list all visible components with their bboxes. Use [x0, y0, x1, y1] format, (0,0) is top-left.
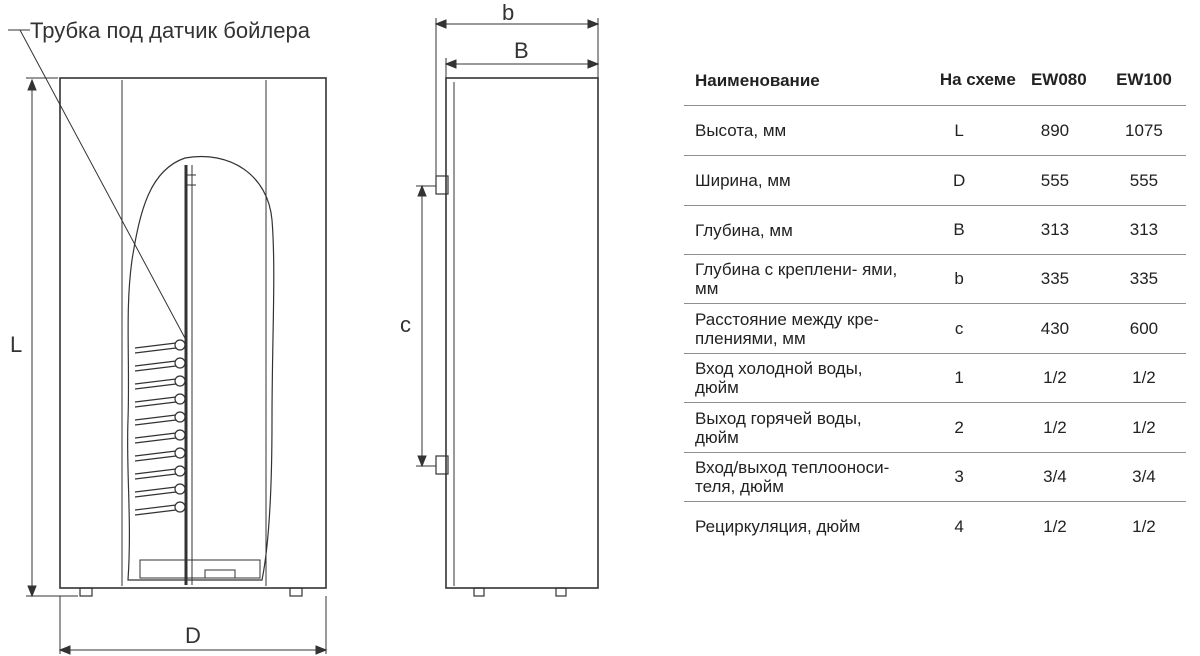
- row-scheme: L: [954, 120, 964, 140]
- header-name: Наименование: [695, 70, 820, 90]
- row-scheme: 2: [954, 417, 964, 437]
- table-row: [684, 206, 1186, 255]
- row-name: Выход горячей воды, дюйм: [695, 408, 862, 447]
- row-ew100: 555: [1129, 170, 1159, 190]
- row-ew080: 335: [1040, 269, 1070, 288]
- table-row: [684, 502, 1186, 551]
- table-header: [684, 55, 1186, 106]
- dim-D-label: D: [185, 623, 201, 648]
- row-ew100: 313: [1129, 220, 1159, 239]
- table-row: [684, 156, 1186, 206]
- row-name: Глубина с креплени- ями, мм: [695, 260, 898, 298]
- row-ew080: 1/2: [1043, 516, 1067, 536]
- row-ew100: 335: [1129, 269, 1159, 288]
- side-view: [436, 78, 598, 596]
- dim-c-label: c: [400, 312, 411, 337]
- table-row: [684, 354, 1186, 403]
- header-scheme: На схеме: [939, 70, 1016, 89]
- row-ew080: 430: [1040, 318, 1070, 338]
- front-view: [60, 78, 326, 596]
- row-ew100: 1/2: [1132, 368, 1156, 387]
- row-ew080: 890: [1040, 120, 1070, 140]
- row-ew100: 600: [1129, 318, 1159, 338]
- callout-label: Трубка под датчик бойлера: [30, 18, 310, 43]
- row-scheme: c: [954, 318, 964, 338]
- table-row: [684, 106, 1186, 156]
- table-row: [684, 403, 1186, 453]
- row-scheme: B: [953, 220, 965, 239]
- row-name: Вход холодной воды, дюйм: [695, 359, 863, 397]
- row-name: Рециркуляция, дюйм: [695, 517, 861, 536]
- header-ew080: EW080: [1030, 70, 1087, 89]
- row-ew080: 1/2: [1043, 368, 1067, 387]
- table-row: [684, 304, 1186, 354]
- table-row: [684, 453, 1186, 502]
- header-ew100: EW100: [1116, 70, 1172, 89]
- row-ew100: 3/4: [1132, 467, 1156, 486]
- row-name: Глубина, мм: [695, 220, 793, 240]
- row-ew080: 313: [1040, 220, 1070, 239]
- row-scheme: D: [952, 170, 966, 190]
- row-name: Вход/выход теплооноси- теля, дюйм: [695, 458, 890, 496]
- row-scheme: 4: [954, 516, 964, 536]
- row-scheme: 3: [954, 467, 964, 486]
- row-ew080: 1/2: [1043, 417, 1067, 437]
- dim-B-label: B: [514, 38, 529, 63]
- row-ew080: 555: [1040, 170, 1070, 190]
- row-scheme: b: [954, 269, 964, 288]
- row-ew100: 1/2: [1132, 417, 1156, 437]
- row-ew100: 1/2: [1132, 516, 1156, 536]
- row-ew080: 3/4: [1043, 467, 1067, 486]
- table-row: [684, 255, 1186, 304]
- row-name: Расстояние между кре- плениями, мм: [695, 309, 880, 348]
- row-name: Ширина, мм: [695, 171, 791, 190]
- row-scheme: 1: [954, 368, 964, 387]
- dim-L-label: L: [10, 332, 23, 357]
- dim-b-label: b: [502, 0, 515, 25]
- dim-c-line: [416, 186, 436, 466]
- row-ew100: 1075: [1125, 120, 1163, 140]
- row-name: Высота, мм: [695, 121, 787, 140]
